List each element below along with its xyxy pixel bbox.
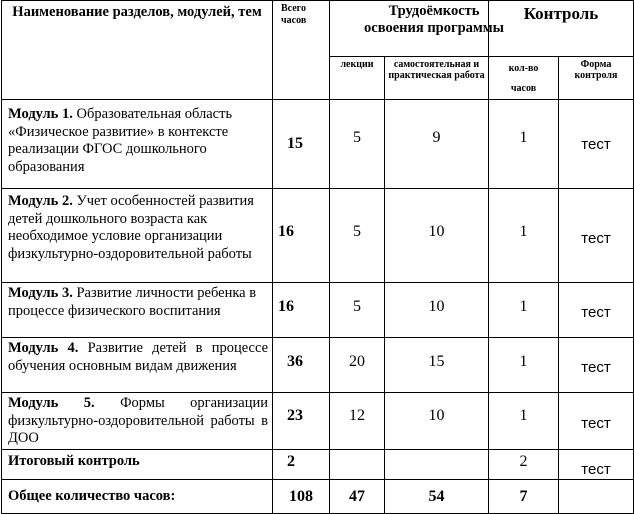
header-labor: Трудоёмкость освоения программы [330,1,489,57]
final-control-label: Итоговый контроль [2,450,273,480]
self-work-hours: 10 [385,283,489,338]
totals-control-hours: 7 [489,480,559,514]
module-cell: Модуль 5. Формы организации физкультурно-оздоровительной работы в ДОО [2,393,273,450]
header-total-hours: Всего часов [273,1,330,100]
total-hours: 23 [273,393,330,450]
control-form: тест [559,393,634,450]
control-form: тест [559,100,634,189]
lecture-hours: 5 [330,189,385,283]
final-total-hours: 2 [273,450,330,480]
header-self-work: самостоятельная и практическая работа [385,57,489,100]
totals-label: Общее количество часов: [2,480,273,514]
header-control: Контроль [489,1,634,57]
control-hours: 1 [489,338,559,393]
final-self-work-hours [385,450,489,480]
table-row [2,189,634,283]
header-sections: Наименование разделов, модулей, тем [2,1,273,100]
totals-total-hours: 108 [273,480,330,514]
table-row [2,393,634,450]
total-hours: 36 [273,338,330,393]
control-form: тест [559,189,634,283]
final-lecture-hours [330,450,385,480]
header-hours-count: кол-во часов [489,57,559,100]
self-work-hours: 10 [385,393,489,450]
lecture-hours: 5 [330,100,385,189]
module-cell: Модуль 2. Учет особенностей развития детей дошкольного возраста как необходимое условие организации физкультурно-оздоровительной работы [2,189,273,283]
control-form: тест [559,338,634,393]
lecture-hours: 20 [330,338,385,393]
lecture-hours: 5 [330,283,385,338]
total-hours: 15 [273,100,330,189]
control-hours: 1 [489,283,559,338]
module-cell: Модуль 4. Развитие детей в процессе обучения основным видам движения [2,338,273,393]
totals-lecture-hours: 47 [330,480,385,514]
curriculum-table [1,0,634,514]
self-work-hours: 9 [385,100,489,189]
self-work-hours: 10 [385,189,489,283]
lecture-hours: 12 [330,393,385,450]
table-row [2,450,634,480]
totals-row [2,480,634,514]
final-control-form: тест [559,450,634,480]
header-lectures: лекции [330,57,385,100]
self-work-hours: 15 [385,338,489,393]
module-cell: Модуль 3. Развитие личности ребенка в процессе физического воспитания [2,283,273,338]
control-hours: 1 [489,100,559,189]
module-cell: Модуль 1. Образовательная область «Физическое развитие» в контексте реализации ФГОС дошкольного образования [2,100,273,189]
header-control-form: Форма контроля [559,57,634,100]
control-hours: 1 [489,189,559,283]
control-hours: 1 [489,393,559,450]
totals-control-form [559,480,634,514]
total-hours: 16 [273,189,330,283]
table-row [2,283,634,338]
control-form: тест [559,283,634,338]
table-row [2,100,634,189]
table-row [2,338,634,393]
final-control-hours: 2 [489,450,559,480]
total-hours: 16 [273,283,330,338]
totals-self-work-hours: 54 [385,480,489,514]
